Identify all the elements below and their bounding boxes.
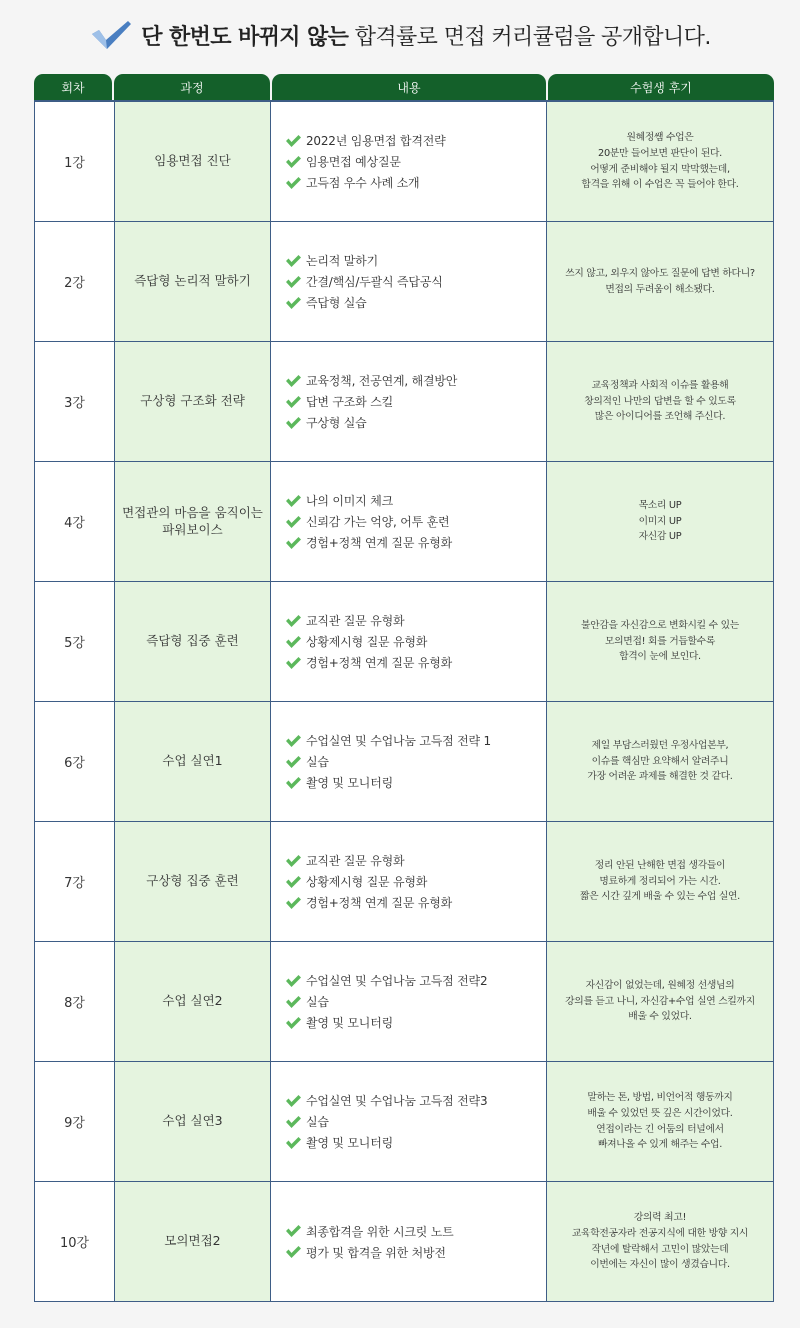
content-item-text: 논리적 말하기 [306,254,378,268]
check-icon [285,155,302,169]
review-cell: 강의력 최고! 교육학전공자라 전공지식에 대한 방향 지시 작년에 탈락해서 고민이 많았는데 이번에는 자신이 많이 생겼습니다. [547,1182,773,1301]
table-row [35,222,773,342]
content-item [285,490,393,511]
content-cell [271,822,547,941]
content-cell [271,222,547,341]
check-icon [285,1016,302,1030]
content-cell [271,342,547,461]
content-item [285,850,404,871]
check-icon [89,18,133,52]
content-item-text: 실습 [306,995,329,1009]
content-item-text: 상황제시형 질문 유형화 [306,875,428,889]
review-cell: 교육정책과 사회적 이슈를 활용해 창의적인 나만의 답변을 할 수 있도록 많은 아이디어를 조언해 주신다. [547,342,773,461]
session-cell: 1강 [35,102,115,221]
session-cell: 6강 [35,702,115,821]
course-cell: 면접관의 마음을 움직이는 파워보이스 [115,462,271,581]
content-cell [271,582,547,701]
header-course: 과정 [114,74,270,100]
content-item [285,412,367,433]
content-item [285,1132,393,1153]
check-icon [285,1245,302,1259]
content-item-text: 즉답형 실습 [306,296,367,310]
content-item-text: 수업실연 및 수업나눔 고득점 전략2 [306,974,488,988]
content-item-text: 교직관 질문 유형화 [306,854,405,868]
table-row [35,702,773,822]
check-icon [285,515,302,529]
check-icon [285,254,302,268]
header-content: 내용 [272,74,546,100]
check-icon [285,995,302,1009]
content-cell [271,102,547,221]
check-icon [285,974,302,988]
check-icon [285,875,302,889]
review-cell: 원혜정쌤 수업은 20분만 들어보면 판단이 된다. 어떻게 준비해야 될지 막막했는데, 합격을 위해 이 수업은 꼭 들어야 한다. [547,102,773,221]
content-item [285,892,452,913]
content-item-text: 교육정책, 전공연계, 해결방안 [306,374,458,388]
check-icon [285,395,302,409]
check-icon [285,1224,302,1238]
content-item [285,652,452,673]
check-icon [285,416,302,430]
course-cell: 구상형 집중 훈련 [115,822,271,941]
content-item-text: 수업실연 및 수업나눔 고득점 전략3 [306,1094,488,1108]
title-bar [0,0,800,70]
content-item [285,1242,446,1263]
table-row [35,1182,773,1301]
table-row [35,462,773,582]
content-item-text: 임용면접 예상질문 [306,155,401,169]
check-icon [285,734,302,748]
content-item [285,991,329,1012]
content-cell [271,462,547,581]
table-row [35,342,773,462]
content-item [285,130,446,151]
review-cell: 불안감을 자신감으로 변화시킬 수 있는 모의면접! 회를 거듭할수록 합격이 눈에 보인다. [547,582,773,701]
content-item [285,271,443,292]
session-cell: 9강 [35,1062,115,1181]
course-cell: 수업 실연1 [115,702,271,821]
content-item-text: 고득점 우수 사례 소개 [306,176,420,190]
content-cell [271,1182,547,1301]
header-session: 회차 [34,74,112,100]
content-item-text: 수업실연 및 수업나눔 고득점 전략 1 [306,734,491,748]
content-item-text: 2022년 임용면접 합격전략 [306,134,446,148]
content-cell [271,1062,547,1181]
review-cell: 목소리 UP 이미지 UP 자신감 UP [547,462,773,581]
session-cell: 4강 [35,462,115,581]
page-title-bold: 단 한번도 바뀌지 않는 [141,24,349,50]
content-item-text: 최종합격을 위한 시크릿 노트 [306,1224,454,1239]
content-item-text: 실습 [306,1115,329,1129]
content-item [285,151,401,172]
check-icon [285,176,302,190]
check-icon [285,134,302,148]
session-cell: 5강 [35,582,115,701]
session-cell: 7강 [35,822,115,941]
content-item [285,772,393,793]
table-row [35,102,773,222]
content-item [285,730,491,751]
review-cell: 정리 안된 난해한 면접 생각들이 명료하게 정리되어 가는 시간. 짧은 시간 깊게 배울 수 있는 수업 실연. [547,822,773,941]
check-icon [285,656,302,670]
session-cell: 3강 [35,342,115,461]
session-cell: 10강 [35,1182,115,1301]
content-item [285,1221,454,1242]
content-item-text: 구상형 실습 [306,416,367,430]
check-icon [285,374,302,388]
content-item-text: 나의 이미지 체크 [306,494,393,508]
check-icon [285,296,302,310]
session-cell: 2강 [35,222,115,341]
content-item [285,511,449,532]
review-cell: 제일 부담스러웠던 우정사업본부, 이슈를 핵심만 요약해서 알려주니 가장 어려운 과제를 해결한 것 같다. [547,702,773,821]
review-cell: 쓰지 않고, 외우지 않아도 질문에 답변 하다니? 면접의 두려움이 해소됐다. [547,222,773,341]
content-item-text: 상황제시형 질문 유형화 [306,635,428,649]
content-item [285,1012,393,1033]
content-item [285,871,427,892]
content-cell [271,942,547,1061]
content-item-text: 신뢰감 가는 억양, 어투 훈련 [306,515,450,529]
content-item [285,172,419,193]
check-icon [285,275,302,289]
content-item-text: 경험+정책 연계 질문 유형화 [306,536,453,550]
table-body [34,100,774,1302]
content-item [285,970,487,991]
content-item-text: 경험+정책 연계 질문 유형화 [306,896,453,910]
review-cell: 말하는 톤, 방법, 비언어적 행동까지 배울 수 있었던 뜻 깊은 시간이었다. 연접이라는 긴 어둠의 터널에서 빠져나올 수 있게 해주는 수업. [547,1062,773,1181]
check-icon [285,1136,302,1150]
content-item-text: 촬영 및 모니터링 [306,776,393,790]
table-row [35,822,773,942]
content-item [285,370,457,391]
content-item-text: 간결/핵심/두괄식 즉답공식 [306,275,443,289]
course-cell: 수업 실연3 [115,1062,271,1181]
content-item [285,250,378,271]
check-icon [285,536,302,550]
check-icon [285,494,302,508]
check-icon [285,1094,302,1108]
course-cell: 즉답형 집중 훈련 [115,582,271,701]
check-icon [285,776,302,790]
curriculum-table [34,74,774,1302]
content-item-text: 촬영 및 모니터링 [306,1136,393,1150]
table-row [35,582,773,702]
check-icon [285,755,302,769]
table-header [34,74,774,100]
content-item [285,391,393,412]
page-title-normal: 합격률로 면접 커리큘럼을 공개합니다. [348,24,711,50]
course-cell: 모의면접2 [115,1182,271,1301]
check-icon [285,896,302,910]
review-cell: 자신감이 없었는데, 원혜정 선생님의 강의를 듣고 나니, 자신감+수업 실연 스킬까지 배울 수 있었다. [547,942,773,1061]
content-item-text: 교직관 질문 유형화 [306,614,405,628]
header-review: 수험생 후기 [548,74,774,100]
check-icon [285,635,302,649]
content-item-text: 실습 [306,755,329,769]
content-item-text: 촬영 및 모니터링 [306,1016,393,1030]
content-item [285,292,367,313]
content-item [285,1090,487,1111]
check-icon [285,614,302,628]
content-item-text: 평가 및 합격을 위한 처방전 [306,1245,446,1260]
content-item [285,610,404,631]
page-title [141,20,710,51]
content-item-text: 경험+정책 연계 질문 유형화 [306,656,453,670]
check-icon [285,1115,302,1129]
session-cell: 8강 [35,942,115,1061]
content-cell [271,702,547,821]
course-cell: 즉답형 논리적 말하기 [115,222,271,341]
course-cell: 임용면접 진단 [115,102,271,221]
course-cell: 수업 실연2 [115,942,271,1061]
table-row [35,1062,773,1182]
content-item [285,532,452,553]
content-item [285,751,329,772]
course-cell: 구상형 구조화 전략 [115,342,271,461]
content-item [285,631,427,652]
content-item [285,1111,329,1132]
table-row [35,942,773,1062]
content-item-text: 답변 구조화 스킬 [306,395,393,409]
check-icon [285,854,302,868]
